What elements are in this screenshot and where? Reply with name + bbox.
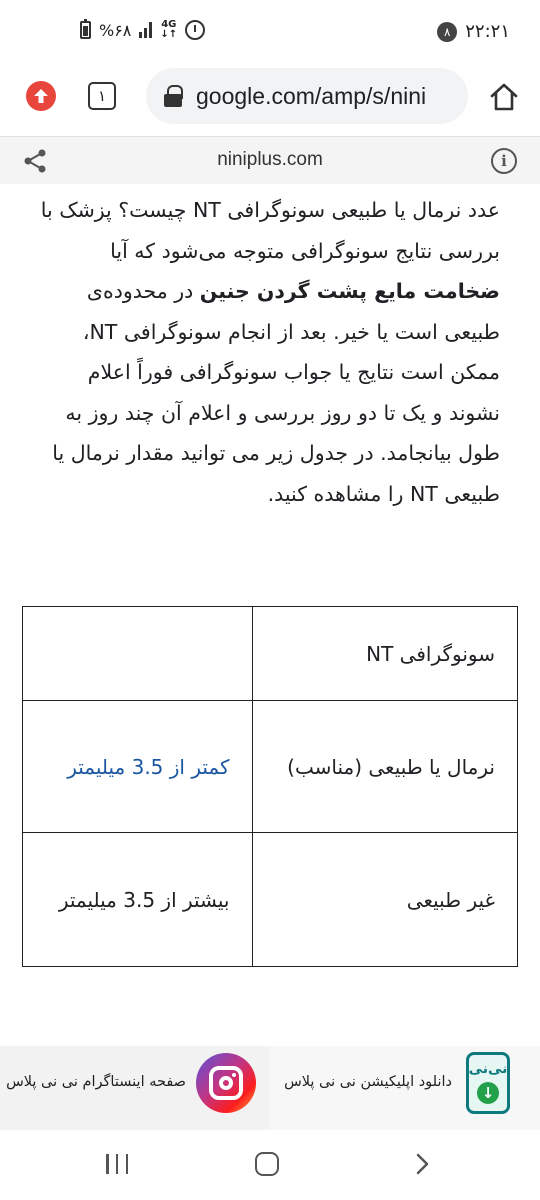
instagram-icon: [196, 1053, 256, 1113]
table-cell-label: غیر طبیعی: [252, 833, 518, 967]
table-row: [23, 701, 518, 833]
clock: ۲۲:۲۱: [465, 21, 510, 42]
table-row: [23, 833, 518, 967]
article-paragraph: [40, 190, 500, 514]
table-cell-value: [23, 607, 253, 701]
battery-percentage: %۶۸: [99, 20, 132, 40]
table-cell-value: بیشتر از 3.5 میلیمتر: [23, 833, 253, 967]
back-button[interactable]: [410, 1152, 434, 1176]
table-cell-value-link[interactable]: کمتر از 3.5 میلیمتر: [23, 701, 253, 833]
table-row: [23, 607, 518, 701]
recents-button[interactable]: [106, 1154, 128, 1174]
url-text: google.com/amp/s/nini: [196, 82, 427, 109]
status-bar: [0, 0, 540, 64]
update-chrome-button[interactable]: [26, 81, 56, 111]
status-icons-left: [80, 20, 205, 40]
status-icons-right: [437, 21, 510, 42]
network-type: 4G ↓↑: [160, 19, 178, 40]
table-cell-label: سونوگرافی NT: [252, 607, 518, 701]
table-cell-label: نرمال یا طبیعی (مناسب): [252, 701, 518, 833]
notification-count-badge: ۸: [437, 22, 457, 42]
alarm-icon: [185, 20, 205, 40]
app-download-banner[interactable]: [270, 1046, 540, 1130]
browser-toolbar: [0, 64, 540, 128]
bottom-banner: [0, 1046, 540, 1130]
battery-icon: [80, 21, 91, 39]
app-logo-text: نی‌نی: [468, 1060, 508, 1077]
signal-icon: [139, 22, 152, 38]
nt-values-table: [22, 606, 518, 967]
address-bar[interactable]: [146, 68, 468, 124]
amp-domain: niniplus.com: [217, 149, 323, 170]
home-button[interactable]: [255, 1152, 279, 1176]
info-icon[interactable]: i: [491, 148, 517, 174]
article-bold-link[interactable]: ضخامت مایع پشت گردن جنین: [199, 279, 500, 303]
instagram-banner[interactable]: [0, 1046, 270, 1130]
download-icon: ↓: [477, 1082, 499, 1104]
article-text-start: عدد نرمال یا طبیعی سونوگرافی NT چیست؟ پزشک با بررسی نتایج سونوگرافی متوجه می‌شود که آیا: [40, 198, 500, 263]
article-text-end: در محدوده‌ی طبیعی است یا خیر. بعد از انجام سونوگرافی NT، ممکن است نتایج یا جواب سونوگرافی فوراً اعلام نشوند و یک تا دو روز بررسی و اعلام آن چند روز به طول بیانجامد. در جدول زیر می توانید مقدار نرمال یا طبیعی NT را مشاهده کنید.: [52, 279, 500, 506]
instagram-banner-text: صفحه اینستاگرام نی نی پلاس: [6, 1074, 186, 1090]
tab-switcher-button[interactable]: ۱: [88, 82, 116, 110]
amp-header: [0, 136, 540, 184]
home-icon[interactable]: [488, 81, 520, 113]
arrow-up-icon: [32, 87, 50, 105]
lock-icon: [164, 85, 182, 107]
navigation-bar: [0, 1130, 540, 1200]
app-download-icon: [466, 1052, 510, 1114]
app-banner-text: دانلود اپلیکیشن نی نی پلاس: [284, 1074, 452, 1090]
